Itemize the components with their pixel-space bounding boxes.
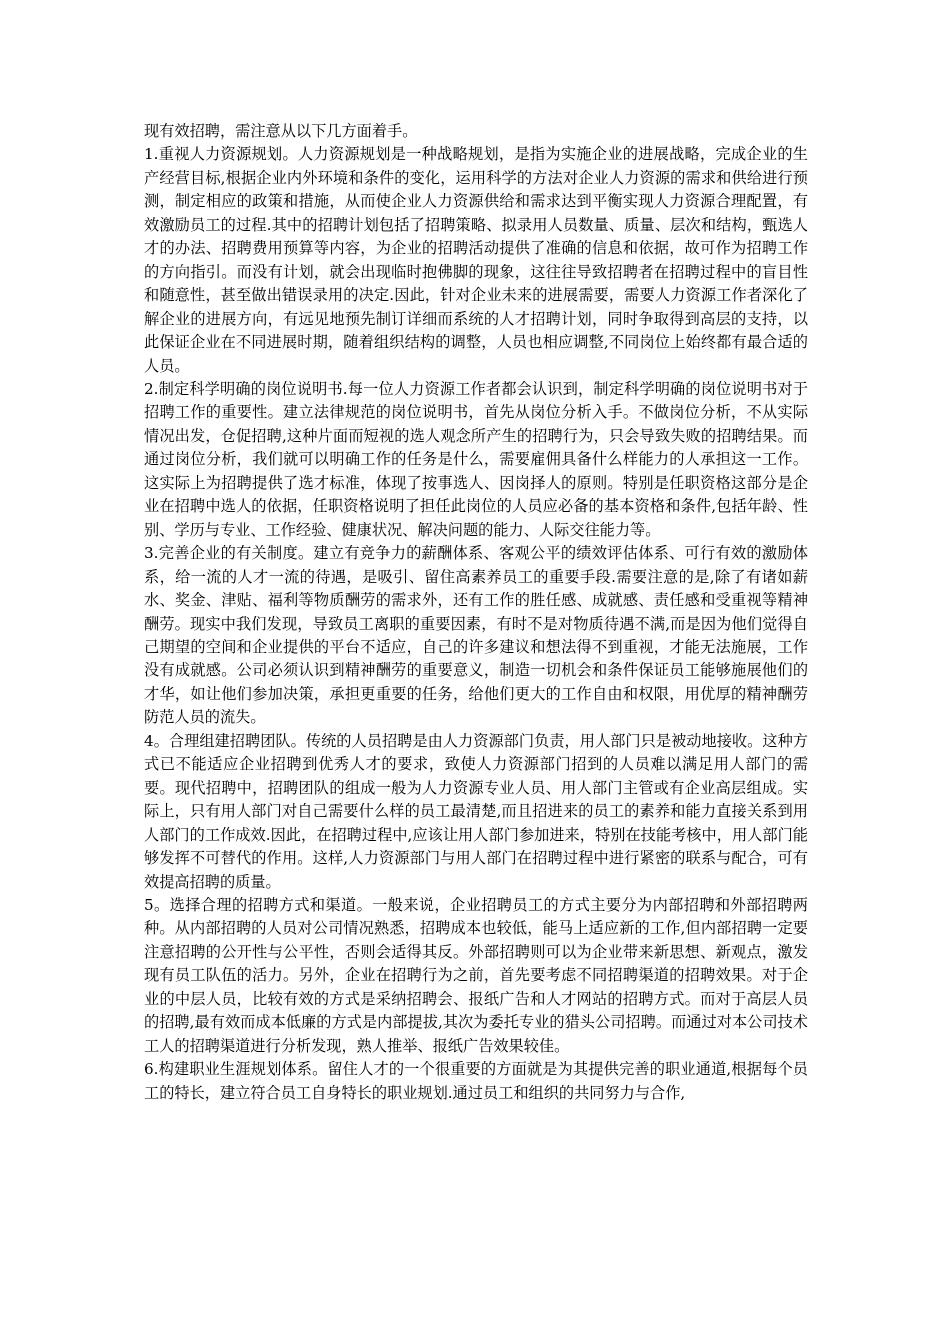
paragraph-4-recruiting-team: 4。合理组建招聘团队。传统的人员招聘是由人力资源部门负责，用人部门只是被动地接收。这种方式已不能适应企业招聘到优秀人才的要求，致使人力资源部门招到的人员难以满足用人部门的需要。现代招聘中，招聘团队的组成一般为人力资源专业人员、用人部门主管或有企业高层组成。实际上，只有用人部门对自己需要什么样的员工最清楚,而且招进来的员工的素养和能力直接关系到用人部门的工作成效.因此，在招聘过程中,应该让用人部门参加进来，特别在技能考核中，用人部门能够发挥不可替代的作用。这样,人力资源部门与用人部门在招聘过程中进行紧密的联系与配合，可有效提高招聘的质量。 (144, 731, 808, 891)
paragraph-5-recruiting-channels: 5。选择合理的招聘方式和渠道。一般来说，企业招聘员工的方式主要分为内部招聘和外部招聘两种。从内部招聘的人员对公司情况熟悉，招聘成本也较低，能马上适应新的工作,但内部招聘一定要注意招聘的公开性与公平性，否则会适得其反。外部招聘则可以为企业带来新思想、新观点，激发现有员工队伍的活力。另外，企业在招聘行为之前，首先要考虑不同招聘渠道的招聘效果。对于企业的中层人员，比较有效的方式是采纳招聘会、报纸广告和人才网站的招聘方式。而对于高层人员的招聘,最有效而成本低廉的方式是内部提拔,其次为委托专业的猎头公司招聘。而通过对本公司技术工人的招聘渠道进行分析发现，熟人推举、报纸广告效果较佳。 (144, 895, 808, 1055)
paragraph-2-job-description: 2.制定科学明确的岗位说明书.每一位人力资源工作者都会认识到，制定科学明确的岗位说明书对于招聘工作的重要性。建立法律规范的岗位说明书，首先从岗位分析入手。不做岗位分析，不从实际情况出发，仓促招聘,这种片面而短视的选人观念所产生的招聘行为，只会导致失败的招聘结果。而通过岗位分析，我们就可以明确工作的任务是什么，需要雇佣具备什么样能力的人承担这一工作。这实际上为招聘提供了选才标准，体现了按事选人、因岗择人的原则。特别是任职资格这部分是企业在招聘中选人的依据，任职资格说明了担任此岗位的人员应必备的基本资格和条件,包括年龄、性别、学历与专业、工作经验、健康状况、解决问题的能力、人际交往能力等。 (144, 379, 808, 539)
document-body (144, 120, 808, 1105)
paragraph-1-hr-planning: 1.重视人力资源规划。人力资源规划是一种战略规划，是指为实施企业的进展战略，完成企业的生产经营目标,根据企业内外环境和条件的变化，运用科学的方法对企业人力资源的需求和供给进行预测，制定相应的政策和措施，从而使企业人力资源供给和需求达到平衡实现人力资源合理配置，有效激励员工的过程.其中的招聘计划包括了招聘策略、拟录用人员数量、质量、层次和结构，甄选人才的办法、招聘费用预算等内容，为企业的招聘活动提供了准确的信息和依据，故可作为招聘工作的方向指引。而没有计划，就会出现临时抱佛脚的现象，这往往导致招聘者在招聘过程中的盲目性和随意性，甚至做出错误录用的决定.因此，针对企业未来的进展需要，需要人力资源工作者深化了解企业的进展方向，有远见地预先制订详细而系统的人才招聘计划，同时争取得到高层的支持，以此保证企业在不同进展时期，随着组织结构的调整，人员也相应调整,不同岗位上始终都有最合适的人员。 (144, 145, 808, 375)
paragraph-intro: 现有效招聘，需注意从以下几方面着手。 (144, 122, 418, 140)
paragraph-6-career-planning: 6.构建职业生涯规划体系。留住人才的一个很重要的方面就是为其提供完善的职业通道,根据每个员工的特长，建立符合员工自身特长的职业规划.通过员工和组织的共同努力与合作, (144, 1060, 808, 1102)
paragraph-3-company-systems: 3.完善企业的有关制度。建立有竞争力的薪酬体系、客观公平的绩效评估体系、可行有效的激励体系，给一流的人才一流的待遇，是吸引、留住高素养员工的重要手段.需要注意的是,除了有诸如薪水、奖金、津贴、福利等物质酬劳的需求外，还有工作的胜任感、成就感、责任感和受重视等精神酬劳。现实中我们发现，导致员工离职的重要因素，有时不是对物质待遇不满,而是因为他们觉得自己期望的空间和企业提供的平台不适应，自己的许多建议和想法得不到重视，才能无法施展，工作没有成就感。公司必须认识到精神酬劳的重要意义，制造一切机会和条件保证员工能够施展他们的才华，如让他们参加决策，承担更重要的任务，给他们更大的工作自由和权限，用优厚的精神酬劳防范人员的流失。 (144, 544, 808, 727)
